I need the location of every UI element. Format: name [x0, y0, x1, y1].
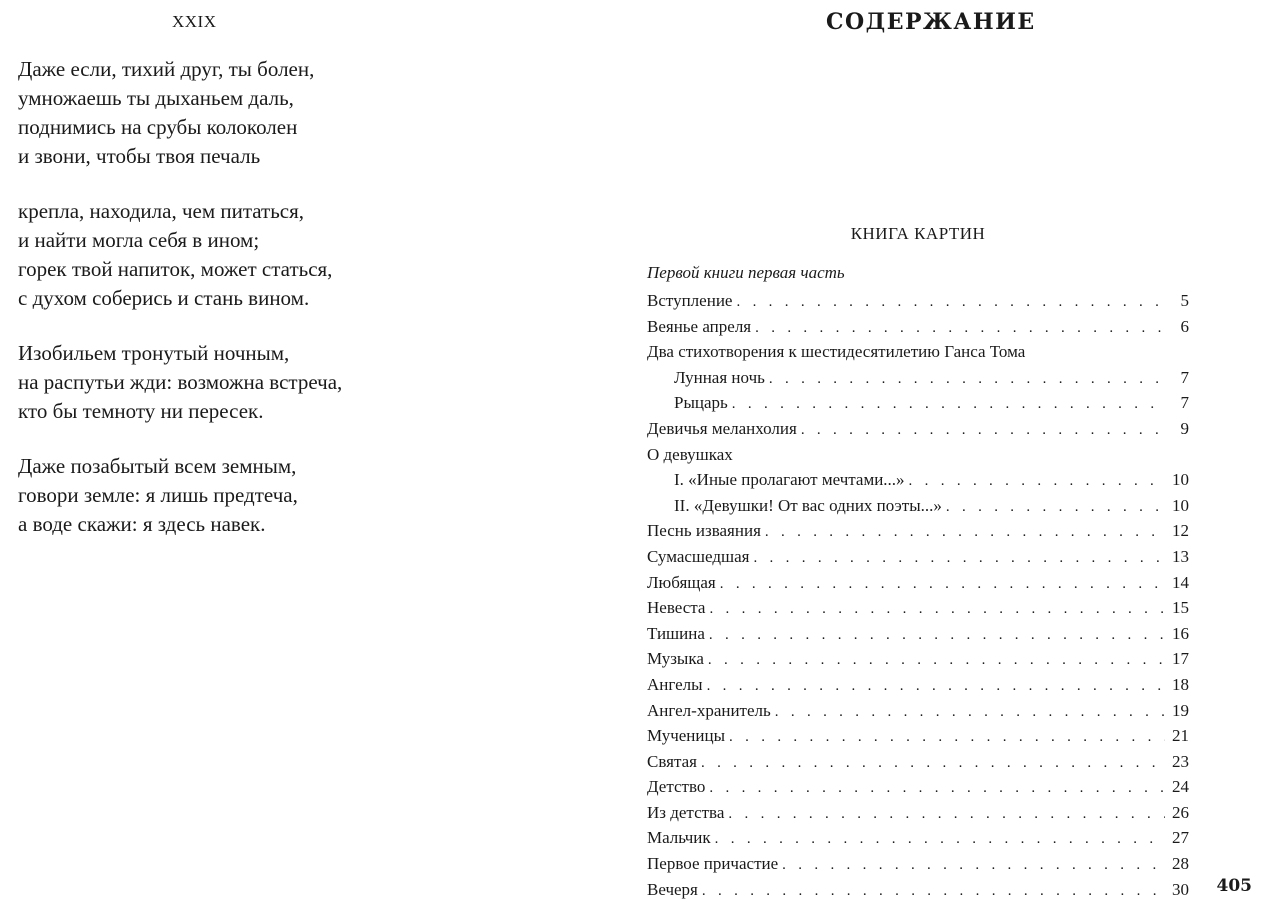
- toc-entry-page: 5: [1180, 291, 1189, 310]
- toc-entry-page: 27: [1172, 828, 1189, 848]
- toc-entry-page: 18: [1172, 674, 1189, 694]
- toc-entry: [647, 595, 1189, 621]
- toc-entry-title: Девичья меланхолия: [647, 418, 797, 438]
- toc-entry-title: Детство: [647, 777, 706, 797]
- dot-leader: [708, 648, 1165, 674]
- toc-entry-title: Веянье апреля: [647, 316, 752, 336]
- dot-leader: [801, 418, 1165, 444]
- verse-line: Даже позабытый всем земным,: [18, 454, 297, 478]
- toc-entry-page: 12: [1172, 521, 1189, 541]
- dot-leader: [720, 572, 1165, 598]
- toc-entry: [647, 672, 1189, 698]
- toc-entry-title: Первое причастие: [647, 854, 779, 874]
- toc-entry: [647, 365, 1189, 391]
- dot-leader: [728, 802, 1165, 828]
- toc-entry: [647, 416, 1189, 442]
- section-title: Первой книги первая часть: [647, 263, 845, 282]
- right-page: [620, 0, 1267, 916]
- dot-leader: [765, 520, 1165, 546]
- toc-entry: [647, 314, 1189, 340]
- toc-entry-title: Из детства: [647, 802, 725, 822]
- dot-leader: [782, 853, 1165, 879]
- toc-entry-page: 16: [1172, 623, 1189, 643]
- verse-line: с духом соберись и стань вином.: [18, 286, 310, 310]
- toc-entry: [647, 467, 1189, 493]
- verse-line: Изобильем тронутый ночным,: [18, 341, 290, 365]
- table-of-contents: [647, 288, 1189, 902]
- verse-line: кто бы темноту ни пересек.: [18, 399, 264, 423]
- toc-entry-page: 14: [1172, 572, 1189, 592]
- toc-entry-page: 23: [1172, 751, 1189, 771]
- left-page: [0, 0, 600, 916]
- toc-entry-title: Невеста: [647, 598, 706, 618]
- toc-entry-title: Любящая: [647, 572, 716, 592]
- toc-entry-page: 10: [1172, 495, 1189, 515]
- verse-line: поднимись на срубы колоколен: [18, 115, 298, 139]
- stanza: [18, 452, 578, 539]
- toc-entry: [647, 390, 1189, 416]
- toc-entry-page: 15: [1172, 598, 1189, 618]
- toc-entry-title: Музыка: [647, 649, 704, 669]
- stanza: [18, 339, 578, 426]
- toc-entry-title: Вступление: [647, 291, 733, 310]
- toc-entry: [647, 339, 1189, 365]
- toc-entry-title: Мученицы: [647, 726, 726, 746]
- verse-line: горек твой напиток, может статься,: [18, 257, 333, 281]
- toc-entry-title: Святая: [647, 751, 697, 771]
- toc-entry: [647, 698, 1189, 724]
- toc-entry: [647, 288, 1189, 314]
- verse-line: и звони, чтобы твоя печаль: [18, 144, 261, 168]
- dot-leader: [702, 879, 1165, 905]
- toc-entry-page: 6: [1180, 316, 1189, 336]
- toc-title: СОДЕРЖАНИЕ: [826, 9, 1036, 35]
- toc-entry: [647, 825, 1189, 851]
- dot-leader: [709, 776, 1165, 802]
- toc-entry-title: II. «Девушки! От вас одних поэты...»: [674, 495, 942, 515]
- toc-entry-title: Мальчик: [647, 828, 711, 848]
- dot-leader: [753, 546, 1165, 572]
- toc-entry: [647, 544, 1189, 570]
- toc-entry: [647, 621, 1189, 647]
- toc-entry-page: 30: [1172, 879, 1189, 899]
- toc-entry-page: 10: [1172, 470, 1189, 490]
- page-number: 405: [1216, 876, 1252, 896]
- toc-entry: [647, 877, 1189, 903]
- toc-entry: [647, 646, 1189, 672]
- toc-entry-page: 21: [1172, 726, 1189, 746]
- dot-leader: [769, 367, 1165, 393]
- dot-leader: [946, 495, 1165, 521]
- poem-number: XXIX: [172, 12, 217, 31]
- toc-entry-title: О девушках: [647, 444, 733, 464]
- toc-entry-title: Вечеря: [647, 879, 698, 899]
- verse-line: говори земле: я лишь предтеча,: [18, 483, 298, 507]
- dot-leader: [707, 674, 1165, 700]
- verse-line: Даже если, тихий друг, ты болен,: [18, 57, 315, 81]
- toc-entry: [647, 493, 1189, 519]
- toc-entry-title: Рыцарь: [674, 393, 728, 413]
- verse-line: на распутьи жди: возможна встреча,: [18, 370, 343, 394]
- toc-entry-page: 13: [1172, 546, 1189, 566]
- toc-entry: [647, 723, 1189, 749]
- book-title: КНИГА КАРТИН: [850, 224, 986, 243]
- toc-entry-page: 26: [1172, 802, 1189, 822]
- stanza: [18, 197, 578, 313]
- toc-entry-title: Тишина: [647, 623, 705, 643]
- toc-entry-title: Песнь изваяния: [647, 521, 761, 541]
- toc-entry-title: Два стихотворения к шестидесятилетию Ганса Тома: [647, 342, 1026, 362]
- verse-line: и найти могла себя в ином;: [18, 228, 260, 252]
- dot-leader: [709, 597, 1165, 623]
- toc-entry: [647, 800, 1189, 826]
- toc-entry-title: Ангелы: [647, 674, 703, 694]
- dot-leader: [732, 392, 1165, 418]
- toc-entry-page: 17: [1172, 649, 1189, 669]
- dot-leader: [729, 725, 1165, 751]
- toc-entry: [647, 570, 1189, 596]
- toc-entry-page: 7: [1180, 393, 1189, 413]
- toc-entry: [647, 518, 1189, 544]
- dot-leader: [736, 290, 1165, 316]
- toc-entry-title: Сумасшедшая: [647, 546, 750, 566]
- toc-entry: [647, 749, 1189, 775]
- toc-entry-page: 28: [1172, 854, 1189, 874]
- dot-leader: [709, 623, 1165, 649]
- toc-entry-page: 19: [1172, 700, 1189, 720]
- dot-leader: [755, 316, 1165, 342]
- verse-line: крепла, находила, чем питаться,: [18, 199, 305, 223]
- toc-entry-title: Ангел-хранитель: [647, 700, 771, 720]
- dot-leader: [909, 469, 1165, 495]
- toc-entry: [647, 851, 1189, 877]
- dot-leader: [775, 700, 1165, 726]
- toc-entry: [647, 442, 1189, 468]
- toc-entry-page: 7: [1180, 367, 1189, 387]
- toc-entry: [647, 774, 1189, 800]
- dot-leader: [701, 751, 1165, 777]
- stanza: [18, 55, 578, 171]
- verse-line: а воде скажи: я здесь навек.: [18, 512, 266, 536]
- poem-text: [18, 55, 578, 565]
- toc-entry-page: 9: [1180, 418, 1189, 438]
- toc-entry-title: I. «Иные пролагают мечтами...»: [674, 470, 905, 490]
- toc-entry-page: 24: [1172, 777, 1189, 797]
- toc-entry-title: Лунная ночь: [674, 367, 765, 387]
- verse-line: умножаешь ты дыханьем даль,: [18, 86, 294, 110]
- dot-leader: [715, 827, 1165, 853]
